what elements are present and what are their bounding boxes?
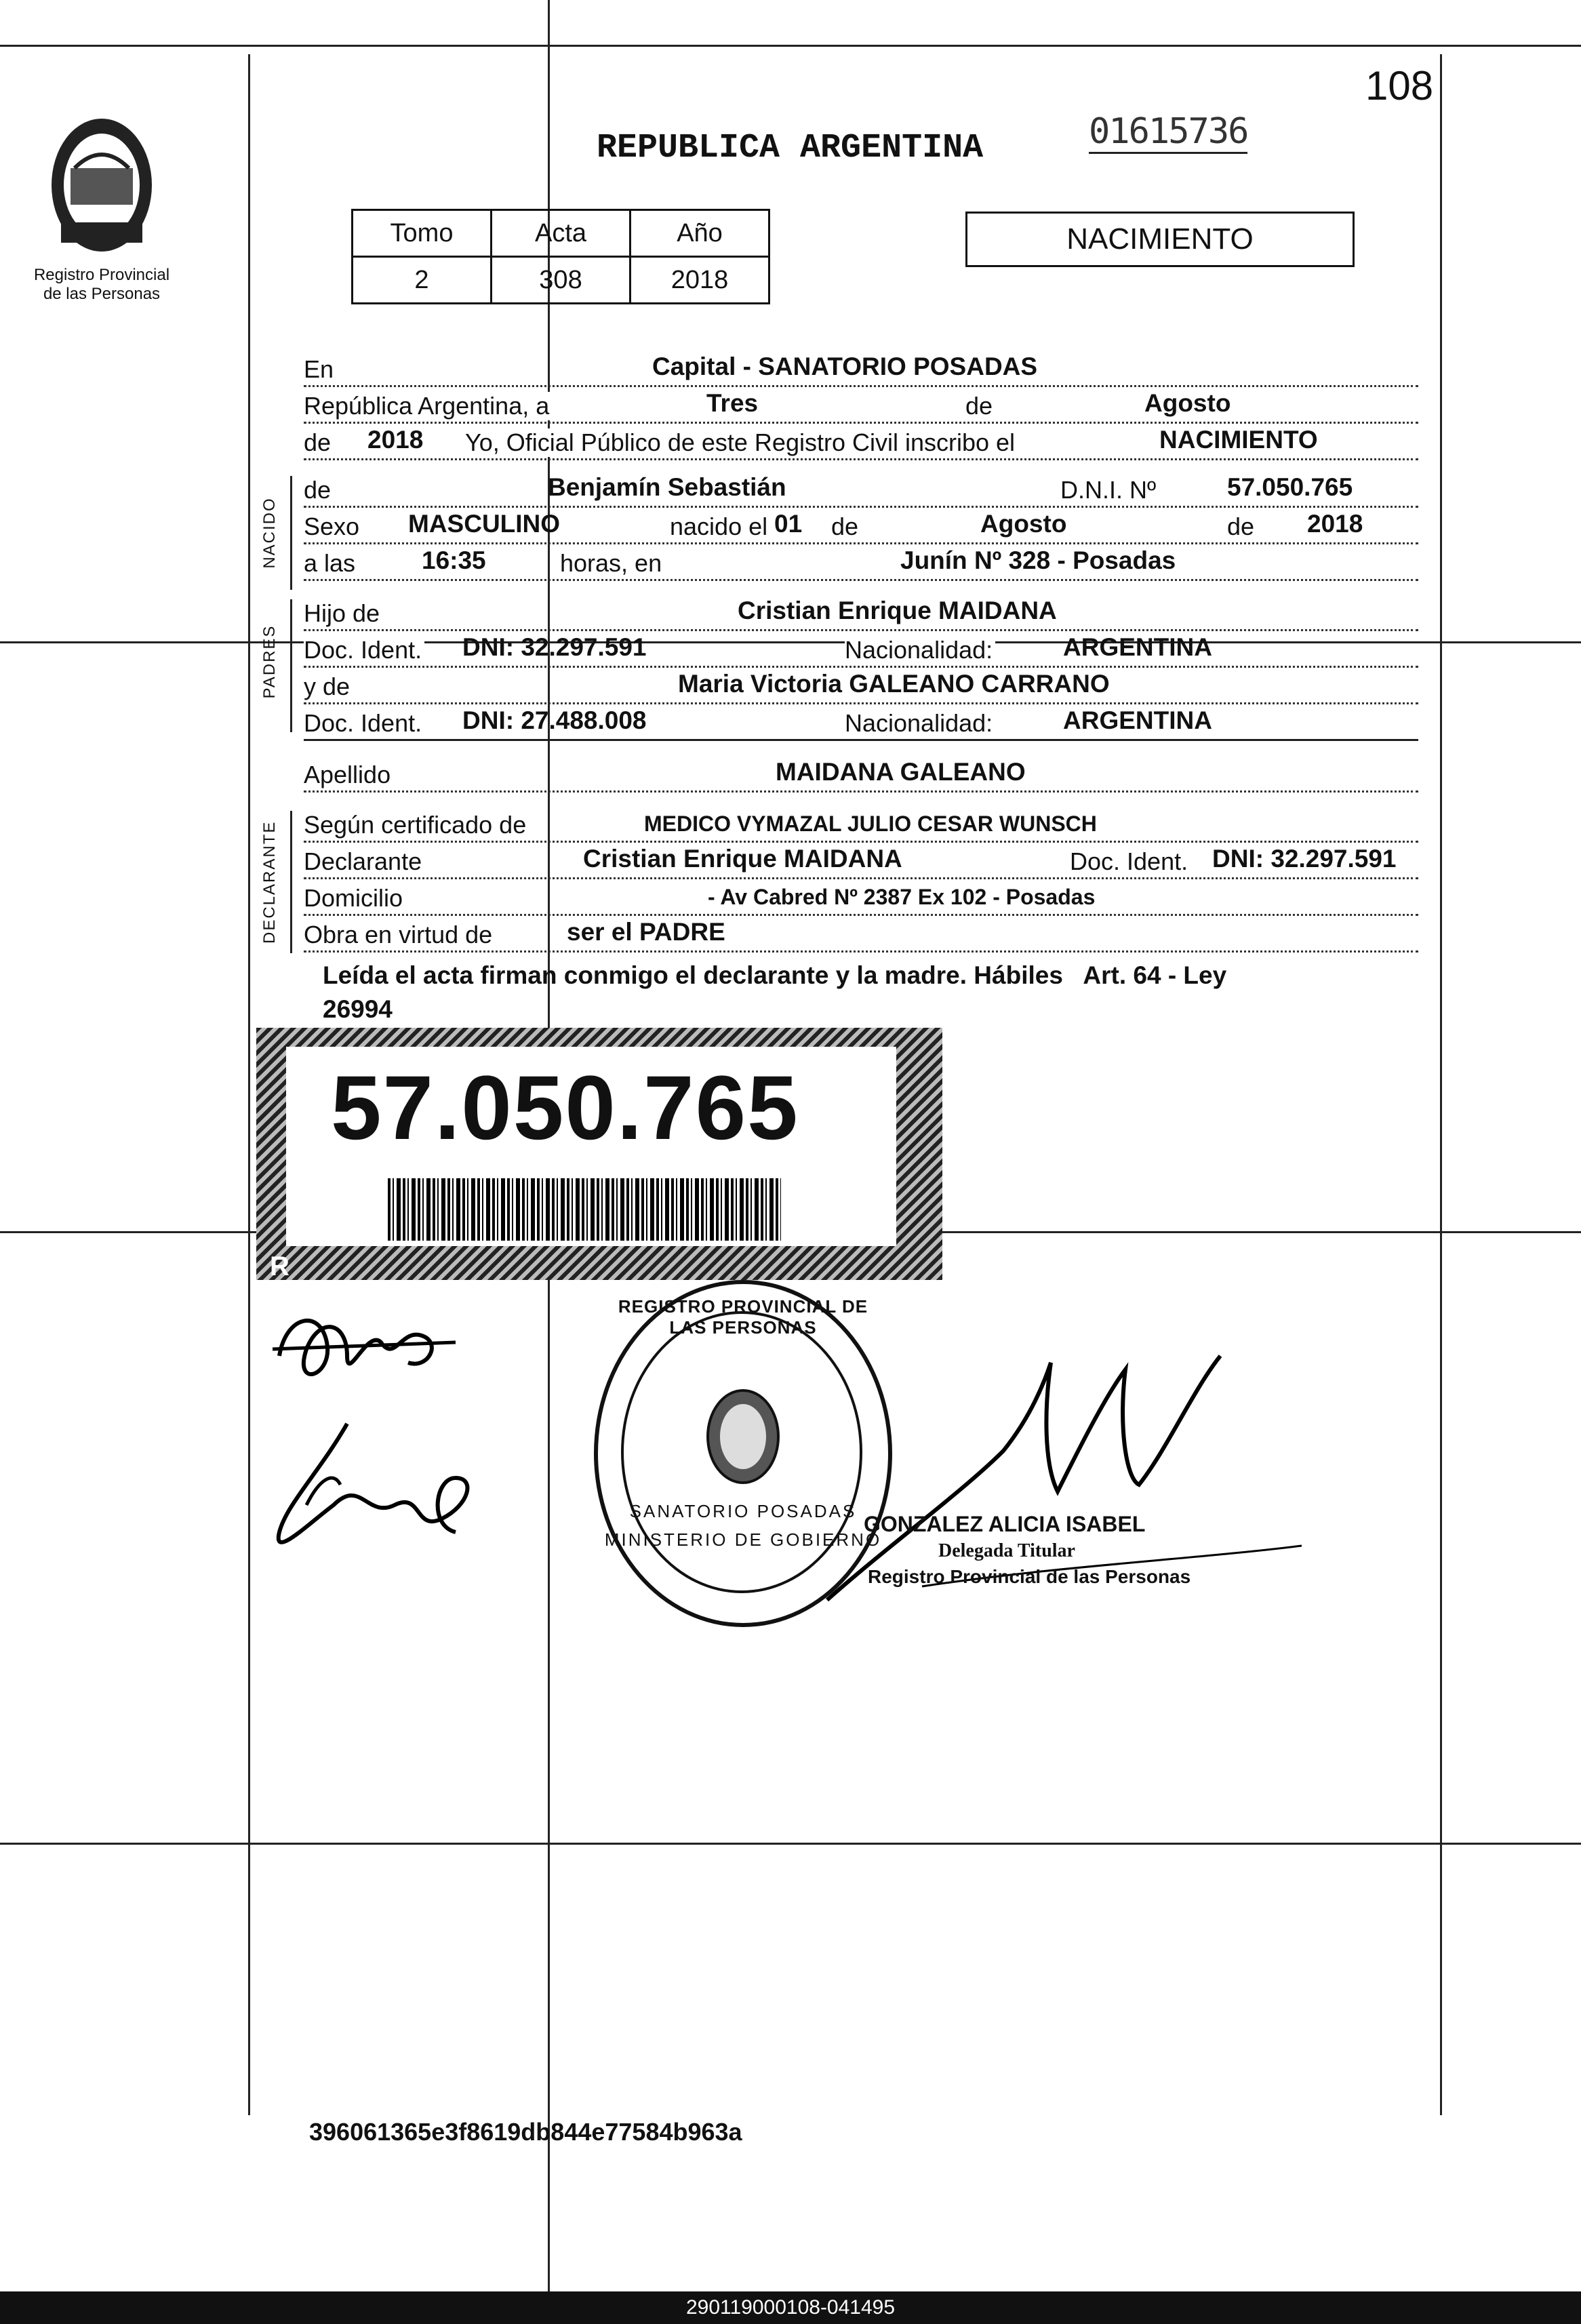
logo-caption-line2: de las Personas: [43, 285, 161, 303]
id-label-panel: [286, 1047, 896, 1246]
row-inscribo: de 2018 Yo, Oficial Público de este Registro Civil inscribo el NACIMIENTO: [304, 420, 1418, 460]
closing-text-line1: Leída el acta firman conmigo el declarante y la madre. Hábiles Art. 64 - Ley: [323, 961, 1227, 989]
official-name: GONZALEZ ALICIA ISABEL: [864, 1512, 1146, 1536]
stamp-inner-line1: SANATORIO POSADAS: [629, 1501, 857, 1521]
row-madre: y de Maria Victoria GALEANO CARRANO: [304, 664, 1418, 704]
section-line-padres: [290, 599, 292, 732]
record-type: NACIMIENTO: [1066, 222, 1254, 256]
record-type-box: [965, 212, 1355, 267]
section-nacido: NACIDO: [260, 497, 279, 569]
section-line-nacido: [290, 476, 292, 590]
footer-code: 290119000108-041495: [685, 2296, 896, 2319]
scan-line-fold-3: [0, 1843, 1581, 1845]
record-table: [351, 209, 770, 304]
stamp-inner-line2: MINISTERIO DE GOBIERNO: [604, 1529, 882, 1550]
section-line-declarante: [290, 811, 292, 953]
row-fecha: República Argentina, a Tres de Agosto: [304, 384, 1418, 424]
row-padre-doc: Doc. Ident. DNI: 32.297.591 Nacionalidad: ARGENTINA: [304, 628, 1418, 668]
row-nombre: de Benjamín Sebastián D.N.I. Nº 57.050.765: [304, 468, 1418, 508]
value-acta: 308: [492, 257, 631, 304]
page-number: 108: [1365, 63, 1434, 108]
page-border-left: [248, 54, 250, 2115]
logo-caption-line1: Registro Provincial: [33, 266, 170, 284]
section-padres: PADRES: [260, 624, 279, 699]
barcode-icon: [388, 1178, 781, 1241]
official-role: Delegada Titular: [938, 1540, 1075, 1561]
row-madre-doc: Doc. Ident. DNI: 27.488.008 Nacionalidad: ARGENTINA: [304, 701, 1418, 741]
declarant-signature-icon: [266, 1302, 489, 1586]
header-tomo: Tomo: [353, 210, 492, 257]
stamp-ring-text: REGISTRO PROVINCIAL DE LAS PERSONAS: [618, 1296, 868, 1338]
row-sexo: Sexo MASCULINO nacido el 01 de Agosto de 2018: [304, 504, 1418, 544]
row-hora: a las 16:35 horas, en Junín Nº 328 - Posadas: [304, 541, 1418, 581]
section-declarante: DECLARANTE: [260, 820, 279, 944]
document-hash: 396061365e3f8619db844e77584b963a: [309, 2118, 742, 2146]
official-registry: Registro Provincial de las Personas: [868, 1566, 1191, 1587]
id-label-number: 57.050.765: [331, 1058, 799, 1159]
value-tomo: 2: [353, 257, 492, 304]
id-label-pattern-letter: R: [270, 1251, 289, 1281]
id-label-sticker: [256, 1028, 942, 1280]
page-border-right: [1440, 54, 1442, 2115]
row-padre: Hijo de Cristian Enrique MAIDANA: [304, 591, 1418, 631]
registry-logo: [47, 114, 156, 256]
stamp-emblem-icon: [702, 1386, 784, 1487]
header-acta: Acta: [492, 210, 631, 257]
scan-line-top: [0, 45, 1581, 47]
row-certificado: Según certificado de MEDICO VYMAZAL JULIO CESAR WUNSCH: [304, 803, 1418, 843]
row-apellido: Apellido MAIDANA GALEANO: [304, 753, 1418, 793]
page-title: REPUBLICA ARGENTINA: [597, 129, 984, 167]
row-domicilio: Domicilio - Av Cabred Nº 2387 Ex 102 - Posadas: [304, 876, 1418, 916]
closing-text-line2: 26994: [323, 995, 393, 1023]
row-declarante: Declarante Cristian Enrique MAIDANA Doc. Ident. DNI: 32.297.591: [304, 839, 1418, 879]
row-obra: Obra en virtud de ser el PADRE: [304, 913, 1418, 953]
footer-bar: [0, 2291, 1581, 2324]
row-en: En Capital - SANATORIO POSADAS: [304, 347, 1418, 387]
misiones-seal-icon: [47, 114, 156, 256]
serial-number: 01615736: [1089, 111, 1247, 154]
header-anio: Año: [631, 210, 769, 257]
value-anio: 2018: [631, 257, 769, 304]
